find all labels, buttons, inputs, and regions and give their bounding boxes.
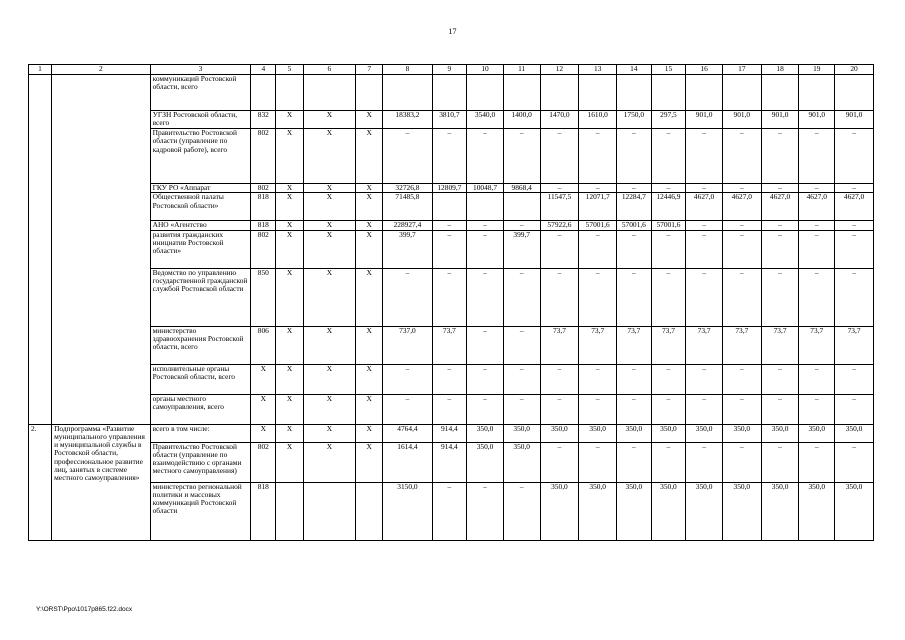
table-row <box>29 326 874 364</box>
value-cell: X <box>303 268 355 326</box>
column-number-header: 4 <box>251 65 276 75</box>
value-cell: – <box>686 364 723 394</box>
value-cell: – <box>835 230 874 268</box>
value-cell: – <box>617 230 652 268</box>
document-path: Y:\ORST\Ppo\1017p865.f22.docx <box>36 606 133 613</box>
value-cell: – <box>835 129 874 184</box>
column-number-header: 11 <box>503 65 540 75</box>
value-cell: – <box>799 129 835 184</box>
value-cell: – <box>761 230 799 268</box>
row-number-cell: 2. <box>29 424 52 540</box>
value-cell: X <box>276 364 303 394</box>
executor-cell: Правительство Ростовской области (управление по кадровой работе), всего <box>150 129 251 184</box>
value-cell: – <box>761 129 799 184</box>
value-cell: X <box>251 424 276 442</box>
value-cell: 737,0 <box>383 326 432 364</box>
value-cell: – <box>432 221 467 230</box>
value-cell: – <box>651 230 686 268</box>
value-cell: 802 <box>251 129 276 184</box>
program-cell: Подпрограмма «Развитие муниципального управления и муниципальной службы в Ростовской области, профессиональное развитие лиц, занятых в системе местного самоуправления» <box>52 424 151 540</box>
table-row <box>29 268 874 326</box>
value-cell: 914,4 <box>432 424 467 442</box>
value-cell: – <box>383 268 432 326</box>
value-cell: X <box>303 129 355 184</box>
table-row <box>29 364 874 394</box>
value-cell: – <box>579 129 617 184</box>
value-cell: – <box>761 268 799 326</box>
value-cell <box>799 75 835 111</box>
value-cell: 57001,6 <box>579 221 617 230</box>
value-cell: 832 <box>251 111 276 129</box>
value-cell: – <box>835 268 874 326</box>
column-number-header: 15 <box>651 65 686 75</box>
value-cell: 350,0 <box>799 424 835 442</box>
value-cell: X <box>356 364 383 394</box>
value-cell: – <box>467 129 504 184</box>
value-cell <box>579 75 617 111</box>
value-cell: – <box>651 364 686 394</box>
value-cell <box>540 75 579 111</box>
value-cell: 18383,2 <box>383 111 432 129</box>
executor-cell: исполнительные органы Ростовской области, всего <box>150 364 251 394</box>
value-cell: 350,0 <box>761 424 799 442</box>
value-cell: – <box>686 230 723 268</box>
value-cell: – <box>651 129 686 184</box>
value-cell: – <box>686 394 723 424</box>
value-cell: – <box>799 268 835 326</box>
value-cell: 901,0 <box>761 111 799 129</box>
value-cell: 12809,7 <box>432 184 467 193</box>
value-cell: 1400,0 <box>503 111 540 129</box>
value-cell: – <box>503 394 540 424</box>
value-cell: – <box>503 268 540 326</box>
value-cell: X <box>303 221 355 230</box>
column-number-header: 12 <box>540 65 579 75</box>
value-cell: – <box>686 221 723 230</box>
value-cell: X <box>356 424 383 442</box>
value-cell: X <box>303 394 355 424</box>
value-cell: – <box>540 129 579 184</box>
value-cell: 57001,6 <box>617 221 652 230</box>
value-cell <box>276 482 303 540</box>
value-cell: – <box>761 442 799 482</box>
header-row <box>29 65 874 75</box>
value-cell: 12071,7 <box>579 193 617 221</box>
value-cell: X <box>276 184 303 193</box>
program-cell <box>52 75 151 425</box>
column-number-header: 18 <box>761 65 799 75</box>
value-cell: 4627,0 <box>722 193 761 221</box>
executor-cell: ГКУ РО «Аппарат <box>150 184 251 193</box>
value-cell: – <box>799 230 835 268</box>
value-cell: 399,7 <box>383 230 432 268</box>
executor-cell: органы местного самоуправления, всего <box>150 394 251 424</box>
value-cell: – <box>503 482 540 540</box>
value-cell: – <box>467 482 504 540</box>
column-number-header: 7 <box>356 65 383 75</box>
column-number-header: 5 <box>276 65 303 75</box>
value-cell: – <box>467 221 504 230</box>
table-row <box>29 230 874 268</box>
value-cell: – <box>617 394 652 424</box>
value-cell: – <box>799 221 835 230</box>
value-cell: 9868,4 <box>503 184 540 193</box>
value-cell <box>303 482 355 540</box>
value-cell: 850 <box>251 268 276 326</box>
value-cell: – <box>686 268 723 326</box>
value-cell: – <box>579 230 617 268</box>
value-cell: 1614,4 <box>383 442 432 482</box>
value-cell: X <box>303 424 355 442</box>
value-cell: X <box>356 184 383 193</box>
column-number-header: 20 <box>835 65 874 75</box>
value-cell: 3810,7 <box>432 111 467 129</box>
value-cell: – <box>617 184 652 193</box>
value-cell: X <box>276 394 303 424</box>
value-cell: – <box>579 184 617 193</box>
value-cell: 350,0 <box>467 424 504 442</box>
value-cell: 3540,0 <box>467 111 504 129</box>
value-cell: X <box>303 364 355 394</box>
column-number-header: 10 <box>467 65 504 75</box>
value-cell: X <box>303 442 355 482</box>
value-cell: – <box>722 442 761 482</box>
value-cell: – <box>722 230 761 268</box>
value-cell: 350,0 <box>835 482 874 540</box>
value-cell: X <box>251 394 276 424</box>
value-cell: – <box>722 364 761 394</box>
table-row <box>29 394 874 424</box>
value-cell: – <box>540 364 579 394</box>
value-cell: 57001,6 <box>651 221 686 230</box>
value-cell: – <box>432 129 467 184</box>
value-cell: X <box>276 442 303 482</box>
value-cell: 73,7 <box>540 326 579 364</box>
value-cell: 350,0 <box>761 482 799 540</box>
executor-cell: УГЗН Ростовской области, всего <box>150 111 251 129</box>
value-cell <box>276 75 303 111</box>
column-number-header: 8 <box>383 65 432 75</box>
value-cell: 4627,0 <box>686 193 723 221</box>
column-number-header: 6 <box>303 65 355 75</box>
value-cell: 806 <box>251 326 276 364</box>
value-cell: – <box>799 364 835 394</box>
value-cell: X <box>276 193 303 221</box>
value-cell: – <box>579 394 617 424</box>
value-cell: X <box>303 326 355 364</box>
value-cell: X <box>276 230 303 268</box>
table-row <box>29 482 874 540</box>
value-cell: X <box>276 424 303 442</box>
executor-cell: развития гражданских инициатив Ростовской области» <box>150 230 251 268</box>
value-cell: 350,0 <box>722 424 761 442</box>
value-cell: – <box>651 268 686 326</box>
value-cell: 10048,7 <box>467 184 504 193</box>
value-cell: 73,7 <box>651 326 686 364</box>
value-cell: – <box>761 221 799 230</box>
value-cell: 73,7 <box>432 326 467 364</box>
value-cell: 4627,0 <box>799 193 835 221</box>
value-cell: 350,0 <box>651 424 686 442</box>
value-cell: 350,0 <box>651 482 686 540</box>
value-cell: 350,0 <box>503 442 540 482</box>
table-row <box>29 193 874 221</box>
value-cell: 12284,7 <box>617 193 652 221</box>
value-cell: 4627,0 <box>835 193 874 221</box>
value-cell: X <box>276 268 303 326</box>
value-cell: 4764,4 <box>383 424 432 442</box>
value-cell <box>503 193 540 221</box>
column-number-header: 9 <box>432 65 467 75</box>
value-cell: X <box>303 230 355 268</box>
value-cell: 350,0 <box>579 482 617 540</box>
value-cell: 914,4 <box>432 442 467 482</box>
value-cell <box>651 75 686 111</box>
value-cell: – <box>540 442 579 482</box>
value-cell: – <box>383 394 432 424</box>
value-cell: 350,0 <box>722 482 761 540</box>
value-cell: – <box>432 230 467 268</box>
value-cell: – <box>579 442 617 482</box>
value-cell: 73,7 <box>579 326 617 364</box>
value-cell <box>432 75 467 111</box>
executor-cell: всего в том числе: <box>150 424 251 442</box>
value-cell: – <box>467 268 504 326</box>
value-cell: 818 <box>251 221 276 230</box>
value-cell: 73,7 <box>686 326 723 364</box>
value-cell: 350,0 <box>835 424 874 442</box>
value-cell: – <box>383 129 432 184</box>
value-cell: X <box>356 442 383 482</box>
value-cell: – <box>503 326 540 364</box>
value-cell: 71485,8 <box>383 193 432 221</box>
value-cell: 4627,0 <box>761 193 799 221</box>
value-cell: 1470,0 <box>540 111 579 129</box>
value-cell: – <box>835 364 874 394</box>
value-cell <box>356 482 383 540</box>
value-cell: – <box>835 442 874 482</box>
value-cell: 350,0 <box>540 482 579 540</box>
value-cell: – <box>503 129 540 184</box>
column-number-header: 1 <box>29 65 52 75</box>
value-cell: – <box>432 364 467 394</box>
value-cell: 73,7 <box>799 326 835 364</box>
value-cell: X <box>303 184 355 193</box>
value-cell: – <box>432 394 467 424</box>
value-cell: – <box>579 268 617 326</box>
value-cell: – <box>617 268 652 326</box>
value-cell: – <box>617 129 652 184</box>
value-cell: 350,0 <box>686 424 723 442</box>
executor-cell: Ведомство по управлению государственной гражданской службой Ростовской области <box>150 268 251 326</box>
value-cell <box>722 75 761 111</box>
value-cell: X <box>251 364 276 394</box>
value-cell: 901,0 <box>722 111 761 129</box>
value-cell: 350,0 <box>540 424 579 442</box>
value-cell: – <box>799 442 835 482</box>
value-cell: – <box>799 394 835 424</box>
value-cell: 350,0 <box>579 424 617 442</box>
value-cell: 1750,0 <box>617 111 652 129</box>
page-number: 17 <box>448 27 457 36</box>
value-cell: – <box>383 364 432 394</box>
value-cell: – <box>467 364 504 394</box>
value-cell <box>467 75 504 111</box>
value-cell: 399,7 <box>503 230 540 268</box>
value-cell: X <box>276 129 303 184</box>
value-cell <box>503 75 540 111</box>
value-cell: 350,0 <box>799 482 835 540</box>
value-cell: X <box>276 111 303 129</box>
value-cell: 73,7 <box>835 326 874 364</box>
value-cell: – <box>651 394 686 424</box>
value-cell: – <box>761 364 799 394</box>
value-cell: – <box>835 184 874 193</box>
value-cell: – <box>651 442 686 482</box>
value-cell: X <box>356 394 383 424</box>
value-cell <box>383 75 432 111</box>
value-cell: – <box>540 184 579 193</box>
value-cell <box>251 75 276 111</box>
column-number-header: 16 <box>686 65 723 75</box>
value-cell: – <box>722 394 761 424</box>
value-cell <box>467 193 504 221</box>
value-cell <box>761 75 799 111</box>
value-cell: – <box>686 129 723 184</box>
value-cell: 350,0 <box>467 442 504 482</box>
value-cell: – <box>540 268 579 326</box>
value-cell: X <box>356 326 383 364</box>
value-cell: X <box>356 111 383 129</box>
value-cell: – <box>686 184 723 193</box>
value-cell: 802 <box>251 184 276 193</box>
table-row <box>29 424 874 442</box>
value-cell: – <box>686 442 723 482</box>
value-cell: – <box>722 184 761 193</box>
table-row <box>29 221 874 230</box>
value-cell: 350,0 <box>503 424 540 442</box>
value-cell: – <box>835 394 874 424</box>
value-cell: 32726,8 <box>383 184 432 193</box>
value-cell: X <box>356 193 383 221</box>
value-cell: – <box>761 184 799 193</box>
value-cell: X <box>303 193 355 221</box>
table-row <box>29 442 874 482</box>
value-cell: – <box>617 364 652 394</box>
value-cell: X <box>356 129 383 184</box>
value-cell: 1610,0 <box>579 111 617 129</box>
value-cell: 901,0 <box>799 111 835 129</box>
value-cell: – <box>799 184 835 193</box>
value-cell: – <box>579 364 617 394</box>
value-cell: – <box>467 394 504 424</box>
column-number-header: 13 <box>579 65 617 75</box>
value-cell: 802 <box>251 230 276 268</box>
table-row <box>29 75 874 111</box>
value-cell: 297,5 <box>651 111 686 129</box>
value-cell: 11547,5 <box>540 193 579 221</box>
value-cell <box>686 75 723 111</box>
value-cell <box>303 75 355 111</box>
value-cell: 818 <box>251 193 276 221</box>
value-cell: 901,0 <box>686 111 723 129</box>
value-cell <box>617 75 652 111</box>
value-cell: 73,7 <box>617 326 652 364</box>
column-number-header: 17 <box>722 65 761 75</box>
column-number-header: 14 <box>617 65 652 75</box>
value-cell: – <box>467 230 504 268</box>
value-cell: X <box>356 268 383 326</box>
table-row <box>29 184 874 193</box>
value-cell: – <box>835 221 874 230</box>
value-cell: 12446,9 <box>651 193 686 221</box>
value-cell: X <box>356 221 383 230</box>
value-cell: 350,0 <box>617 482 652 540</box>
value-cell: – <box>617 442 652 482</box>
value-cell: – <box>761 394 799 424</box>
value-cell: X <box>356 230 383 268</box>
executor-cell: АНО «Агентство <box>150 221 251 230</box>
value-cell: 73,7 <box>761 326 799 364</box>
value-cell: – <box>540 230 579 268</box>
value-cell: 802 <box>251 442 276 482</box>
value-cell: X <box>303 111 355 129</box>
value-cell <box>835 75 874 111</box>
value-cell: – <box>722 129 761 184</box>
value-cell: – <box>503 221 540 230</box>
row-number-cell <box>29 75 52 425</box>
value-cell: – <box>432 268 467 326</box>
executor-cell: министерство региональной политики и массовых коммуникаций Ростовской области <box>150 482 251 540</box>
column-number-header: 19 <box>799 65 835 75</box>
value-cell: – <box>432 482 467 540</box>
column-number-header: 2 <box>52 65 151 75</box>
table-row <box>29 129 874 184</box>
value-cell: 818 <box>251 482 276 540</box>
executor-cell: Общественной палаты Ростовской области» <box>150 193 251 221</box>
value-cell: X <box>276 221 303 230</box>
value-cell: 228927,4 <box>383 221 432 230</box>
budget-table <box>28 64 874 541</box>
value-cell: – <box>722 268 761 326</box>
column-number-header: 3 <box>150 65 251 75</box>
value-cell: – <box>651 184 686 193</box>
value-cell <box>432 193 467 221</box>
value-cell: – <box>540 394 579 424</box>
value-cell: 57922,6 <box>540 221 579 230</box>
value-cell: 350,0 <box>617 424 652 442</box>
value-cell: – <box>467 326 504 364</box>
value-cell: – <box>722 221 761 230</box>
value-cell: X <box>276 326 303 364</box>
executor-cell: министерство здравоохранения Ростовской области, всего <box>150 326 251 364</box>
value-cell: – <box>503 364 540 394</box>
value-cell: 3150,0 <box>383 482 432 540</box>
value-cell: 901,0 <box>835 111 874 129</box>
value-cell: 73,7 <box>722 326 761 364</box>
executor-cell: Правительство Ростовской области (управление по взаимодействию с органами местного самоуправления) <box>150 442 251 482</box>
value-cell <box>356 75 383 111</box>
table-row <box>29 111 874 129</box>
executor-cell: коммуникаций Ростовской области, всего <box>150 75 251 111</box>
value-cell: 350,0 <box>686 482 723 540</box>
